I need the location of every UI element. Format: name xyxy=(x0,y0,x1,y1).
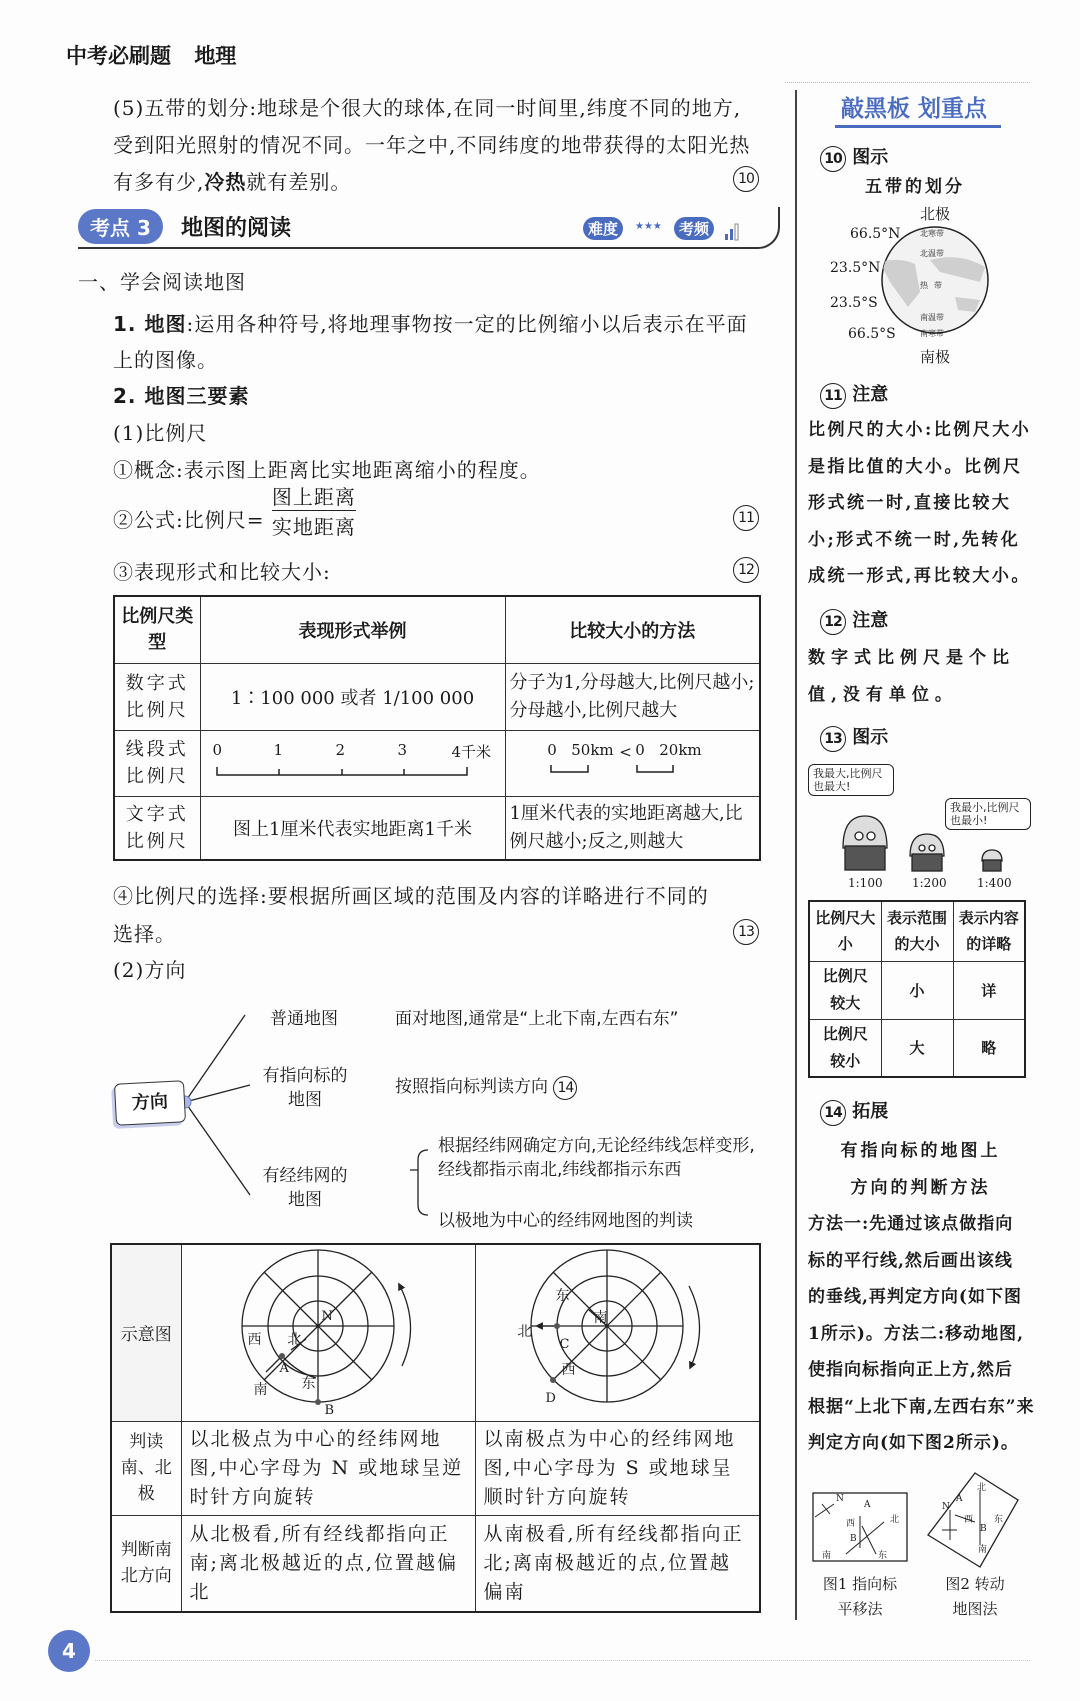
sidebar-banner: 敲黑板 划重点 xyxy=(835,90,1001,128)
figure-2-caption xyxy=(930,1572,1020,1622)
frequency-bars-icon xyxy=(724,221,744,245)
tick-label: 4千米 xyxy=(451,743,492,761)
header-cell: 比例尺类型 xyxy=(114,596,200,663)
caption-line: 图1 指向标 xyxy=(822,1575,898,1593)
table-cell: 略 xyxy=(953,1019,1025,1077)
tick-label: 2 xyxy=(335,741,346,759)
choice-line: ④比例尺的选择:要根据所画区域的范围及内容的详略进行不同的 xyxy=(113,884,709,908)
fig-label: 北 xyxy=(890,1515,900,1525)
scale-example: 1∶100 000 或者 1/100 000 xyxy=(200,663,505,730)
table-cell: 详 xyxy=(953,961,1025,1019)
note-line: 1所示)。方法二:移动地图, xyxy=(808,1323,1025,1344)
note-14-text xyxy=(808,1206,1034,1462)
difficulty-stars: ★★★ xyxy=(635,221,662,232)
frequency-label: 考频 xyxy=(674,217,714,240)
tick-label: 50km xyxy=(571,741,614,759)
branch-sub: 根据经纬网确定方向,无论经纬线怎样变形,经线都指示南北,纬线都指示东西 xyxy=(438,1136,755,1180)
note-line: 形式统一时,直接比较大 xyxy=(808,493,1012,513)
label-east: 东 xyxy=(555,1288,570,1304)
marker-14: 14 xyxy=(553,1076,577,1100)
tick-label: 1 xyxy=(273,741,284,759)
scale-label: 1:200 xyxy=(912,876,947,890)
formula-numerator: 图上距离 xyxy=(272,481,356,511)
note-line: 值,没有单位。 xyxy=(808,684,958,705)
fig-label: B xyxy=(850,1534,857,1544)
note-10-heading xyxy=(820,143,888,172)
label-north: 北 xyxy=(287,1332,302,1348)
caption-line: 地图法 xyxy=(952,1600,998,1618)
note-line: 是指比值的大小。比例尺 xyxy=(808,456,1023,477)
table-row xyxy=(111,1515,760,1612)
note-number: 14 xyxy=(820,1100,846,1126)
mindmap-root: 方向 xyxy=(114,1080,186,1126)
tick-label: 0 xyxy=(212,741,223,759)
marker-10: 10 xyxy=(733,166,759,192)
difficulty-label: 难度 xyxy=(583,217,623,240)
fig-label: A xyxy=(864,1500,871,1510)
definition-label: 1. 地图 xyxy=(113,312,187,336)
row-label: 判断南北方向 xyxy=(111,1515,181,1612)
note-title: 图示 xyxy=(852,147,889,168)
zone-label: 北寒带 xyxy=(920,229,944,238)
line-scale-compare xyxy=(547,741,717,785)
table-row xyxy=(111,1244,760,1421)
table-row xyxy=(809,961,1025,1019)
section-header xyxy=(78,207,780,249)
header-cell: 表示范围的大小 xyxy=(881,901,953,961)
note-12-text xyxy=(808,640,1015,713)
branch-label: 有经纬网的地图 xyxy=(262,1166,348,1210)
table-cell: 小 xyxy=(881,961,953,1019)
three-elements-heading: 2. 地图三要素 xyxy=(113,384,250,408)
scale-bars xyxy=(547,763,717,775)
note-line: 小;形式不统一时,先转化 xyxy=(808,529,1021,550)
subtitle-line: 方向的判断方法 xyxy=(850,1177,991,1198)
intro-paragraph xyxy=(113,90,763,201)
header-cell: 表现形式举例 xyxy=(200,596,505,663)
fig-label: N xyxy=(836,1494,844,1504)
direction-heading: (2)方向 xyxy=(113,958,187,982)
branch-desc xyxy=(395,1072,577,1100)
note-line: 数字式比例尺是个比 xyxy=(808,648,1015,668)
note-title: 拓展 xyxy=(852,1101,889,1122)
scale-type: 数字式比例尺 xyxy=(114,663,200,730)
section-badge: 考点 3 xyxy=(78,209,163,244)
definition-line xyxy=(113,306,748,342)
scale-table xyxy=(113,595,761,861)
latitude-label: 66.5°S xyxy=(848,326,896,342)
intro-text: 有多有少, xyxy=(113,170,205,194)
page-number: 4 xyxy=(48,1630,90,1672)
section-title: 地图的阅读 xyxy=(181,216,292,241)
branch-sub: 以极地为中心的经纬网地图的判读 xyxy=(438,1211,693,1231)
scale-type: 文字式比例尺 xyxy=(114,796,200,860)
intro-tail: 就有差别。 xyxy=(246,170,352,194)
table-row xyxy=(114,730,760,796)
label-a: A xyxy=(279,1361,289,1376)
formula-prefix: ②公式:比例尺= xyxy=(113,508,265,532)
note-title: 图示 xyxy=(852,727,889,748)
table-header-row xyxy=(809,901,1025,961)
zone-label: 北温带 xyxy=(920,249,944,258)
note-line: 根据“上北下南,左西右东”来 xyxy=(808,1396,1035,1417)
label-c: C xyxy=(559,1337,570,1352)
intro-line xyxy=(113,164,763,201)
latitude-label: 23.5°N xyxy=(830,260,881,276)
note-number: 11 xyxy=(820,383,846,409)
scale-method: 分子为1,分母越大,比例尺越小;分母越小,比例尺越大 xyxy=(505,663,760,730)
mindmap-lines xyxy=(100,1000,800,1240)
zone-label: 南寒带 xyxy=(920,329,944,338)
latitude-label: 66.5°N xyxy=(850,226,901,242)
scale-example: 图上1厘米代表实地距离1千米 xyxy=(200,796,505,860)
table-cell: 大 xyxy=(881,1019,953,1077)
definition-text: :运用各种符号,将地理事物按一定的比例缩小以后表示在平面 xyxy=(186,312,748,336)
scale-size-table xyxy=(808,900,1026,1078)
scale-type: 线段式比例尺 xyxy=(114,730,200,796)
scale-formula xyxy=(113,485,356,540)
note-line: 判定方向(如下图2所示)。 xyxy=(808,1433,1019,1453)
label-d: D xyxy=(545,1391,556,1406)
label-n: N xyxy=(321,1309,333,1324)
five-zones-title: 五带的划分 xyxy=(865,177,965,197)
branch-label: 有指向标的地图 xyxy=(262,1066,348,1110)
choice-line: 选择。 xyxy=(113,922,176,946)
table-row xyxy=(114,663,760,730)
footer-rule xyxy=(95,1660,1030,1661)
table-row xyxy=(114,796,760,860)
caption-line: 图2 转动 xyxy=(945,1575,1005,1593)
label-west: 西 xyxy=(247,1332,262,1348)
label-south: 南 xyxy=(253,1382,268,1398)
marker-11: 11 xyxy=(733,505,759,531)
subject: 地理 xyxy=(194,44,237,68)
north-pole-label: 北极 xyxy=(920,205,951,223)
sidebar-top-rule xyxy=(785,82,1030,84)
south-direction: 从南极看,所有经线都指向正北;离南极越近的点,位置越偏南 xyxy=(475,1515,760,1612)
fig-label: B xyxy=(980,1524,987,1534)
compare-sign: < xyxy=(619,743,632,761)
formula-denominator: 实地距离 xyxy=(271,515,356,539)
label-b: B xyxy=(324,1403,335,1418)
label-east: 东 xyxy=(301,1376,316,1392)
note-12-heading xyxy=(820,606,888,635)
north-identify: 以北极点为中心的经纬网地图,中心字母为 N 或地球呈逆时针方向旋转 xyxy=(181,1421,475,1515)
table-row xyxy=(111,1421,760,1515)
speech-bubble-big: 我最大,比例尺也最大! xyxy=(808,764,894,796)
part1-heading: 一、学会阅读地图 xyxy=(78,270,246,294)
scale-label: 1:100 xyxy=(848,876,883,890)
intro-line: (5)五带的划分:地球是个很大的球体,在同一时间里,纬度不同的地方, xyxy=(113,96,742,120)
tick-label: 20km xyxy=(659,741,702,759)
branch-label: 普通地图 xyxy=(270,1009,338,1029)
header-cell: 比例尺大小 xyxy=(809,901,881,961)
scale-method: 1厘米代表的实地距离越大,比例尺越小;反之,则越大 xyxy=(505,796,760,860)
table-cell: 比例尺较小 xyxy=(809,1019,881,1077)
scale-concept: ①概念:表示图上距离比实地距离缩小的程度。 xyxy=(113,458,541,482)
tick-label: 0 xyxy=(547,741,557,759)
subtitle-line: 有指向标的地图上 xyxy=(840,1141,1001,1161)
figure-1-caption xyxy=(810,1572,910,1622)
definition-line: 上的图像。 xyxy=(113,348,218,372)
marker-13: 13 xyxy=(733,919,759,945)
note-line: 比例尺的大小:比例尺大小 xyxy=(808,420,1032,440)
fig-label: 北 xyxy=(977,1483,987,1493)
south-polar-diagram xyxy=(475,1244,760,1421)
note-number: 12 xyxy=(820,609,846,635)
latitude-label: 23.5°S xyxy=(830,295,878,311)
note-line: 使指向标指向正上方,然后 xyxy=(808,1360,1013,1380)
scale-bar-line xyxy=(216,765,468,777)
intro-bold: 冷热 xyxy=(204,170,247,194)
line-scale-bar xyxy=(212,741,492,785)
intro-line: 受到阳光照射的情况不同。一年之中,不同纬度的地带获得的太阳光热 xyxy=(113,133,751,157)
note-title: 注意 xyxy=(852,384,889,405)
fig-label: A xyxy=(956,1494,963,1504)
note-14-heading xyxy=(820,1097,888,1126)
header-cell: 比较大小的方法 xyxy=(505,596,760,663)
map-definition xyxy=(113,306,748,378)
fig-label: 东 xyxy=(878,1551,888,1561)
row-label: 判读南、北极 xyxy=(111,1421,181,1515)
label-north: 北 xyxy=(517,1324,532,1340)
row-label: 示意图 xyxy=(111,1244,181,1421)
polar-table xyxy=(110,1243,761,1613)
label-west: 西 xyxy=(561,1362,576,1378)
marker-12: 12 xyxy=(733,557,759,583)
fig-label: 南 xyxy=(978,1545,988,1555)
scale-choice xyxy=(113,877,709,953)
north-direction: 从北极看,所有经线都指向正南;离北极越近的点,位置越偏北 xyxy=(181,1515,475,1612)
table-cell: 比例尺较大 xyxy=(809,961,881,1019)
branch-desc-text: 按照指向标判读方向 xyxy=(395,1077,548,1097)
south-pole-label: 南极 xyxy=(920,348,951,366)
note-line: 成统一形式,再比较大小。 xyxy=(808,566,1031,586)
north-polar-grid xyxy=(188,1248,468,1418)
scale-forms: ③表现形式和比较大小: xyxy=(113,560,331,584)
fig-label: 东 xyxy=(994,1515,1004,1525)
table-row xyxy=(809,1019,1025,1077)
caption-line: 平移法 xyxy=(837,1600,883,1618)
scale-label: 1:400 xyxy=(977,876,1012,890)
running-header xyxy=(66,40,236,70)
line-scale-example xyxy=(200,730,505,796)
label-south: 南 xyxy=(593,1310,608,1326)
zone-label: 南温带 xyxy=(920,313,944,322)
scale-heading: (1)比例尺 xyxy=(113,421,208,445)
tick-label: 3 xyxy=(397,741,408,759)
note-number: 10 xyxy=(820,146,846,172)
speech-bubble-small: 我最小,比例尺也最小! xyxy=(945,798,1031,830)
formula-fraction xyxy=(272,481,356,540)
column-divider xyxy=(795,90,797,1620)
north-polar-diagram xyxy=(181,1244,475,1421)
fig-label: 西 xyxy=(964,1515,974,1525)
fig-label: 南 xyxy=(822,1551,832,1561)
fig-label: N xyxy=(942,1502,950,1512)
zone-label: 热带 xyxy=(920,281,948,290)
table-header-row xyxy=(114,596,760,663)
note-11-heading xyxy=(820,380,888,409)
branch-desc: 面对地图,通常是“上北下南,左西右东” xyxy=(395,1009,679,1029)
note-11-text xyxy=(808,412,1031,595)
fig-label: 西 xyxy=(846,1519,856,1529)
note-title: 注意 xyxy=(852,610,889,631)
note-line: 方法一:先通过该点做指向 xyxy=(808,1214,1014,1234)
note-number: 13 xyxy=(820,726,846,752)
south-identify: 以南极点为中心的经纬网地图,中心字母为 S 或地球呈顺时针方向旋转 xyxy=(475,1421,760,1515)
book-characters-illustration xyxy=(835,808,1015,874)
note-13-heading xyxy=(820,723,888,752)
line-scale-method xyxy=(505,730,760,796)
note-14-subtitle xyxy=(808,1133,1033,1206)
note-line: 标的平行线,然后画出该线 xyxy=(808,1250,1013,1271)
tick-label: 0 xyxy=(635,741,645,759)
note-line: 的垂线,再判定方向(如下图 xyxy=(808,1287,1022,1307)
header-cell: 表示内容的详略 xyxy=(953,901,1025,961)
book-title: 中考必刷题 xyxy=(66,44,171,68)
